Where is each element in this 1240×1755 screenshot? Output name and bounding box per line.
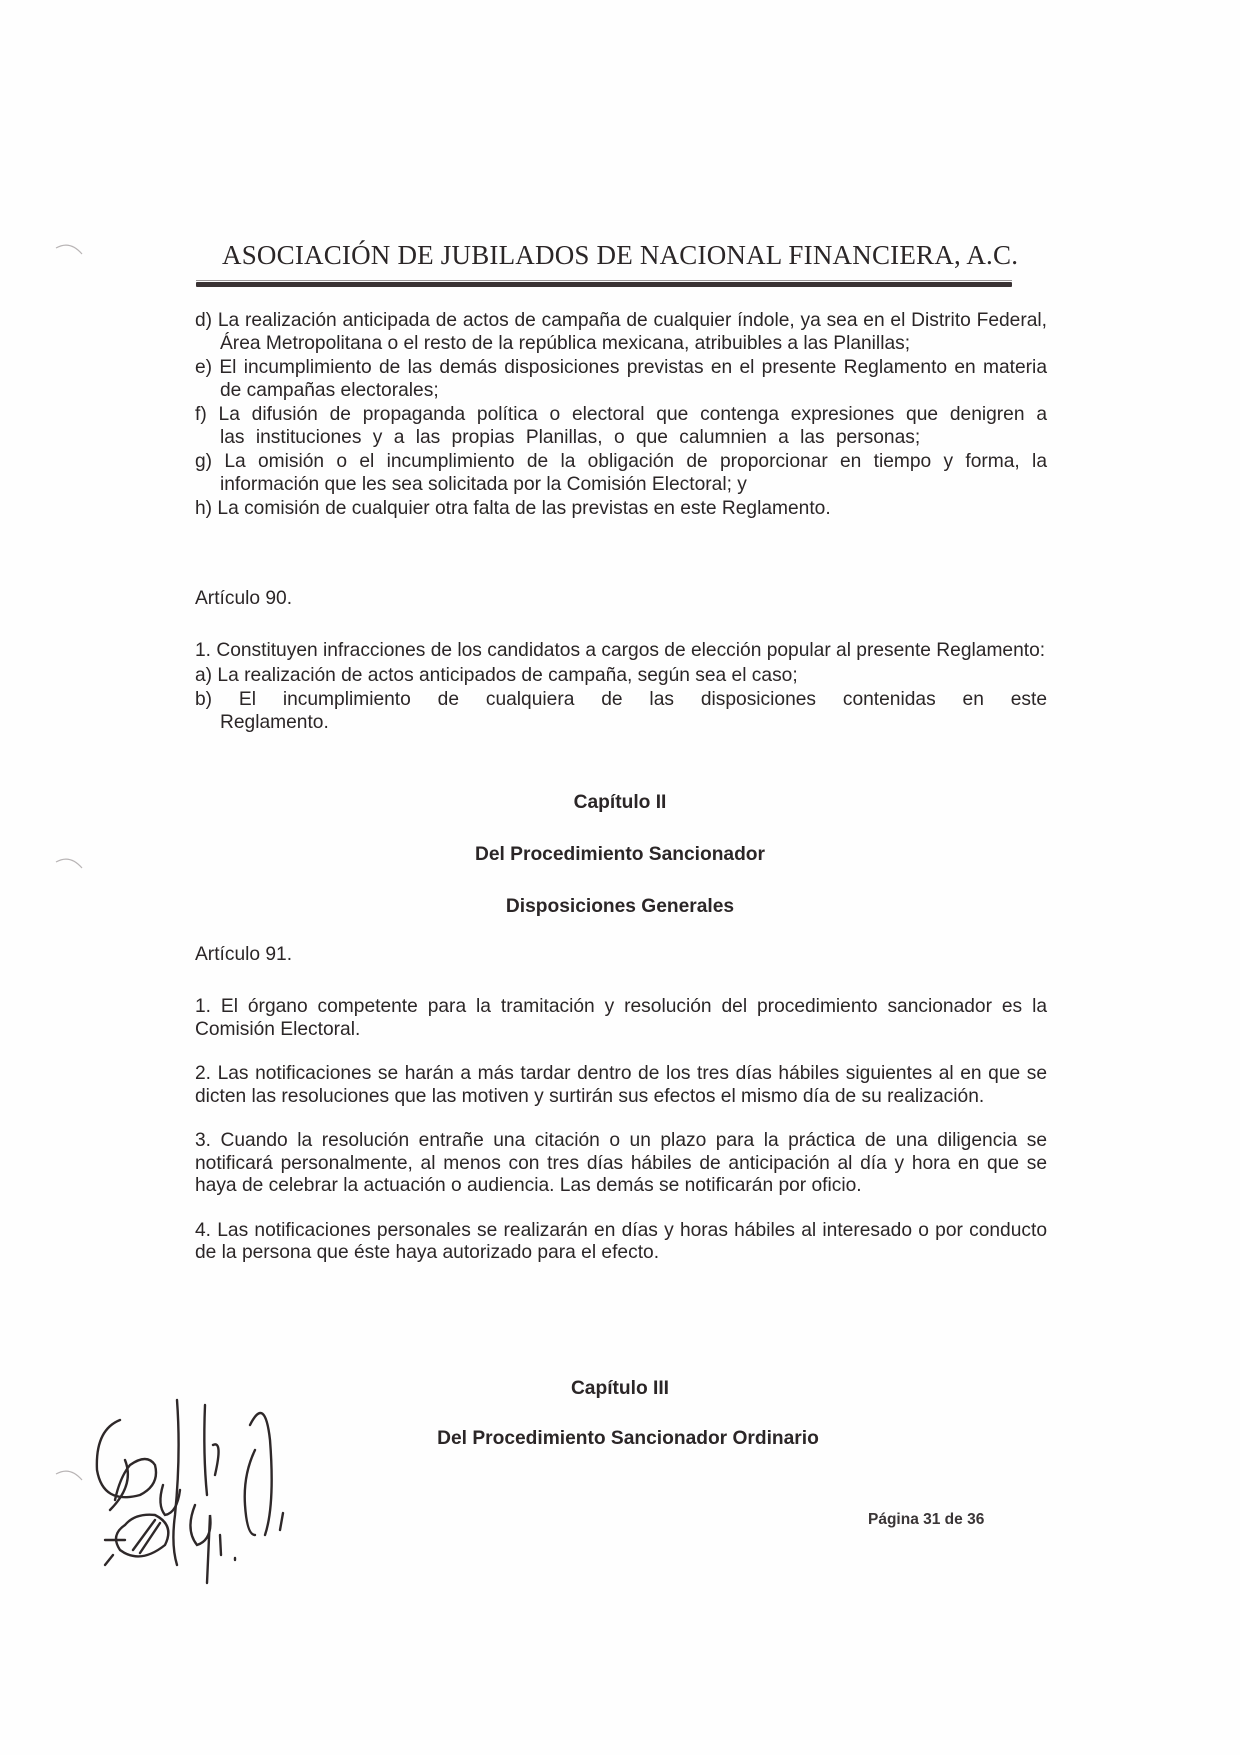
chapter-2-subtitle: Del Procedimiento Sancionador [474,844,765,865]
header-rule-thin [196,280,1012,281]
list-item: e) El incumplimiento de las demás disposiciones previstas en el presente Reglamento en materia de campañas electorales; [195,357,1047,401]
article-91-paragraph-2: 2. Las notificaciones se harán a más tardar dentro de los tres días hábiles siguientes al en que se dicten las resoluciones que las motiven y surtirán sus efectos el mismo día de su realización. [195,1063,1047,1107]
article-91-title: Artículo 91. [195,944,293,965]
list-item: d) La realización anticipada de actos de campaña de cualquier índole, ya sea en el Distrito Federal, Área Metropolitana o el resto de la república mexicana, atribuibles a las Planillas; [195,310,1047,354]
page-number: Página 31 de 36 [868,1511,985,1528]
chapter-2-title: Capítulo II [573,792,667,813]
header-rule [196,282,1012,287]
organization-header: ASOCIACIÓN DE JUBILADOS DE NACIONAL FINANCIERA, A.C. [222,240,1019,270]
handwritten-signatures [85,1395,425,1585]
scan-margin-mark [52,238,92,262]
list-item: a) La realización de actos anticipados de campaña, según sea el caso; [195,664,798,686]
list-item: g) La omisión o el incumplimiento de la obligación de proporcionar en tiempo y forma, la información que les sea solicitada por la Comisión Electoral; y [195,451,1047,495]
article-91-body [195,996,1047,1265]
chapter-3-subtitle: Del Procedimiento Sancionador Ordinario [437,1428,819,1449]
article-90-intro: 1. Constituyen infracciones de los candidatos a cargos de elección popular al presente Reglamento: [195,640,1046,661]
article-91-paragraph-1: 1. El órgano competente para la tramitación y resolución del procedimiento sancionador es la Comisión Electoral. [195,996,1047,1040]
article-91-paragraph-4: 4. Las notificaciones personales se realizarán en días y horas hábiles al interesado o por conducto de la persona que éste haya autorizado para el efecto. [195,1219,1047,1263]
article-91-paragraph-3: 3. Cuando la resolución entrañe una citación o un plazo para la práctica de una diligencia se notificará personalmente, al menos con tres días hábiles de anticipación al día y hora en que se haya de celebrar la actuación o audiencia. Las demás se notificarán por oficio. [195,1130,1047,1196]
chapter-2-section: Disposiciones Generales [505,896,735,917]
chapter-3-title: Capítulo III [570,1378,670,1399]
list-item: b) El incumplimiento de cualquiera de las disposiciones contenidas en este Reglamento. [195,689,1047,733]
list-item: h) La comisión de cualquier otra falta de las previstas en este Reglamento. [195,498,831,519]
article-90-body [195,640,1047,736]
article-90-title: Artículo 90. [195,588,293,609]
infractions-list [195,310,1047,523]
list-item: f) La difusión de propaganda política o electoral que contenga expresiones que denigren a las instituciones y a las propias Planillas, o que calumnien a las personas; [195,404,1047,448]
